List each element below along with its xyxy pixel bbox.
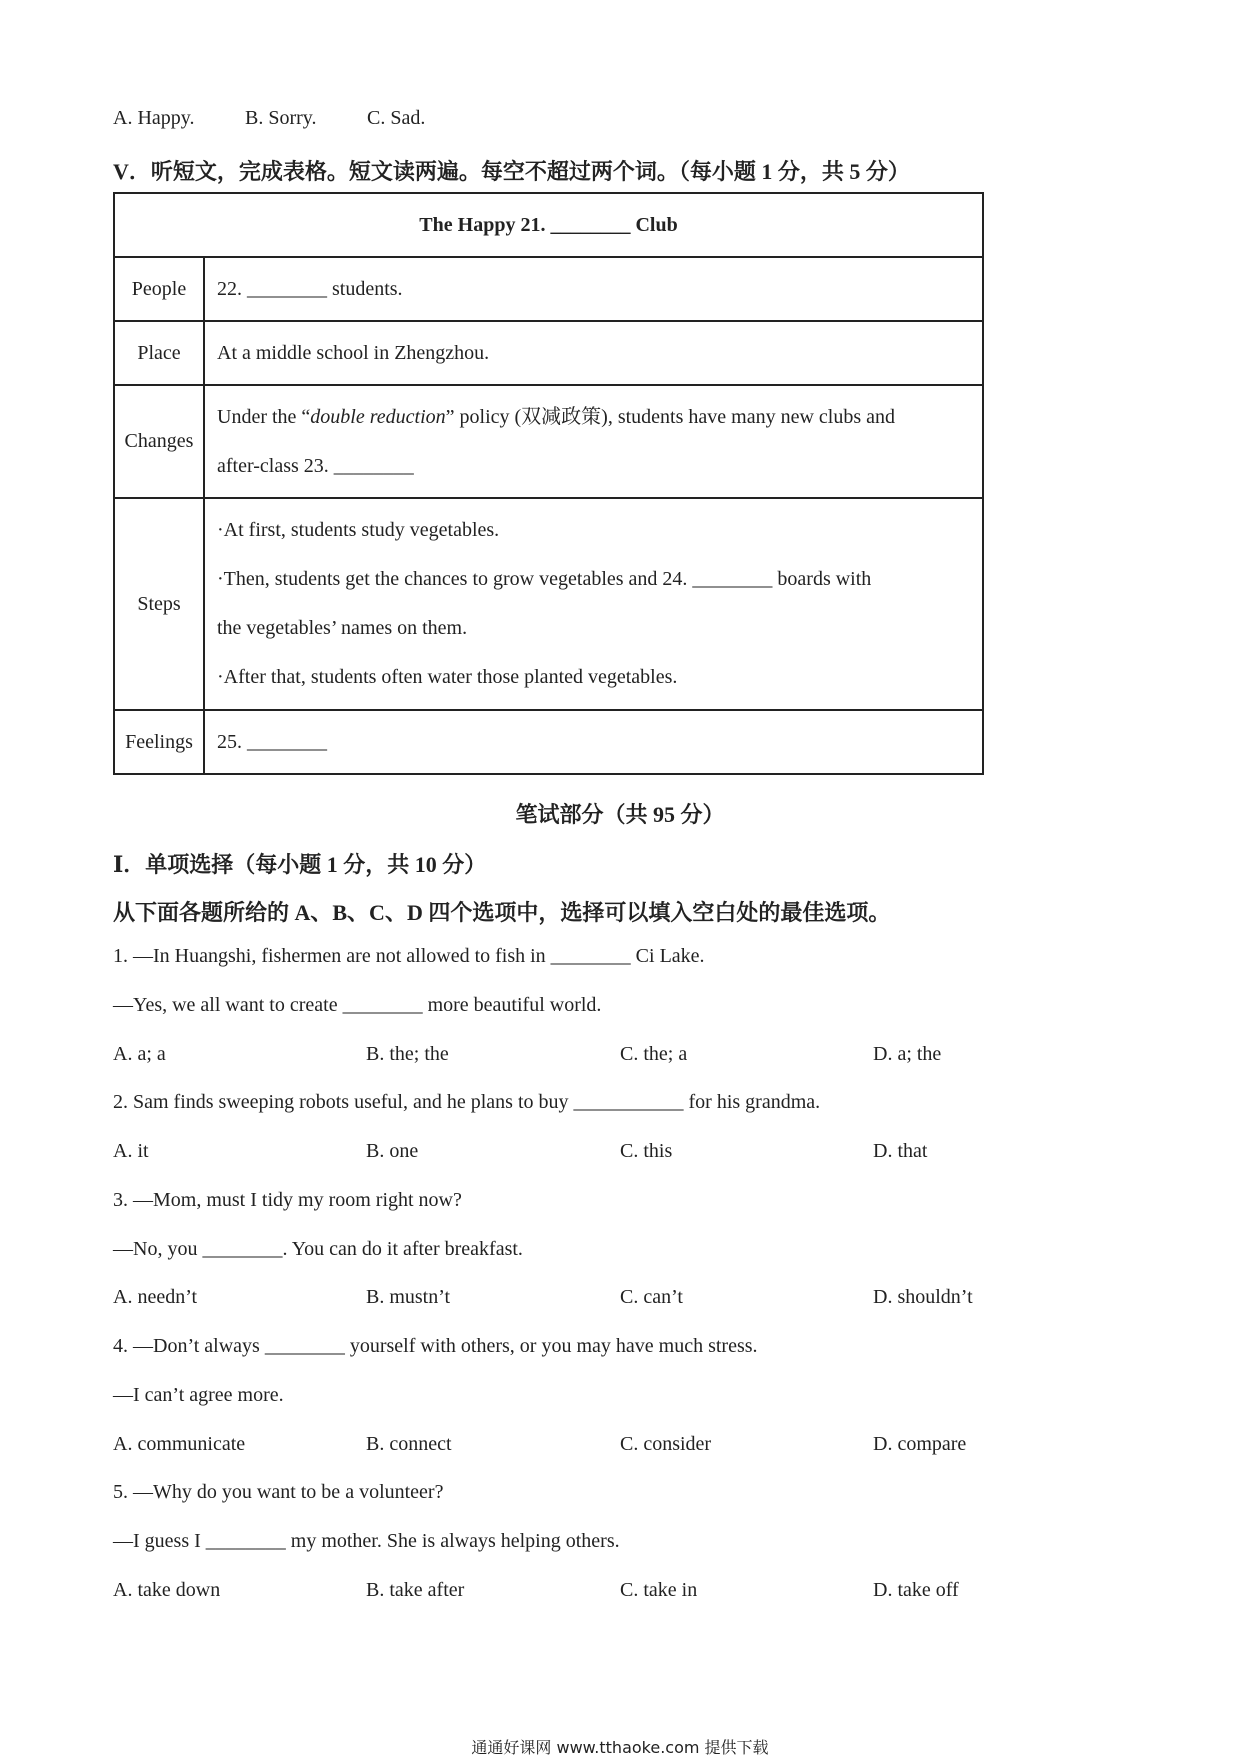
q5-option-b: B. take after bbox=[366, 1579, 465, 1601]
q4-option-d: D. compare bbox=[873, 1433, 967, 1455]
table-row bbox=[114, 257, 983, 321]
q4-option-c: C. consider bbox=[620, 1433, 712, 1455]
q3-option-a: A. needn’t bbox=[113, 1286, 198, 1308]
prev-option-c: C. Sad. bbox=[367, 107, 426, 129]
row-label-place: Place bbox=[114, 321, 204, 385]
table-row bbox=[114, 321, 983, 385]
question-3-line-2: —No, you ________. You can do it after breakfast. bbox=[113, 1238, 523, 1260]
prev-option-a: A. Happy. bbox=[113, 107, 195, 129]
section-1-heading: Ⅰ．单项选择（每小题 1 分，共 10 分） bbox=[113, 852, 487, 877]
table-row bbox=[114, 498, 983, 710]
question-5-line-2: —I guess I ________ my mother. She is always helping others. bbox=[113, 1530, 620, 1552]
q3-option-d: D. shouldn’t bbox=[873, 1286, 973, 1308]
section-5-heading: V．听短文，完成表格。短文读两遍。每空不超过两个词。（每小题 1 分，共 5 分） bbox=[113, 159, 910, 184]
question-5-line-1: 5. —Why do you want to be a volunteer? bbox=[113, 1481, 444, 1503]
policy-name: double reduction bbox=[310, 405, 446, 428]
steps-line: ·At first, students study vegetables. bbox=[217, 519, 500, 541]
q5-option-d: D. take off bbox=[873, 1579, 959, 1601]
q4-option-a: A. communicate bbox=[113, 1433, 246, 1455]
row-content-steps bbox=[204, 498, 983, 710]
q2-option-c: C. this bbox=[620, 1140, 673, 1162]
changes-line-2: after-class 23. ________ bbox=[217, 454, 414, 477]
steps-line: ·After that, students often water those planted vegetables. bbox=[217, 666, 678, 688]
q1-option-b: B. the; the bbox=[366, 1043, 449, 1065]
listening-table bbox=[113, 192, 984, 775]
question-4-line-1: 4. —Don’t always ________ yourself with others, or you may have much stress. bbox=[113, 1335, 758, 1357]
question-1-line-2: —Yes, we all want to create ________ more beautiful world. bbox=[113, 994, 602, 1016]
q2-option-d: D. that bbox=[873, 1140, 928, 1162]
steps-line: the vegetables’ names on them. bbox=[217, 617, 468, 639]
row-content-feelings: 25. ________ bbox=[204, 710, 983, 774]
table-row bbox=[114, 385, 983, 498]
changes-line-1: Under the “double reduction” policy (双减政策), students have many new clubs and bbox=[217, 405, 895, 428]
section-1-instruction: 从下面各题所给的 A、B、C、D 四个选项中，选择可以填入空白处的最佳选项。 bbox=[113, 900, 891, 925]
q5-option-a: A. take down bbox=[113, 1579, 221, 1601]
question-3-line-1: 3. —Mom, must I tidy my room right now? bbox=[113, 1189, 462, 1211]
q2-option-a: A. it bbox=[113, 1140, 149, 1162]
written-part-title: 笔试部分（共 95 分） bbox=[515, 802, 725, 827]
q1-option-a: A. a; a bbox=[113, 1043, 166, 1065]
steps-line: ·Then, students get the chances to grow vegetables and 24. ________ boards with bbox=[217, 568, 872, 590]
row-content-people: 22. ________ students. bbox=[204, 257, 983, 321]
row-content-place: At a middle school in Zhengzhou. bbox=[204, 321, 983, 385]
q4-option-b: B. connect bbox=[366, 1433, 452, 1455]
q3-option-b: B. mustn’t bbox=[366, 1286, 451, 1308]
row-label-changes: Changes bbox=[114, 385, 204, 498]
row-label-people: People bbox=[114, 257, 204, 321]
q5-option-c: C. take in bbox=[620, 1579, 698, 1601]
question-1-line-1: 1. —In Huangshi, fishermen are not allowed to fish in ________ Ci Lake. bbox=[113, 945, 705, 967]
q1-option-c: C. the; a bbox=[620, 1043, 688, 1065]
prev-option-b: B. Sorry. bbox=[245, 107, 317, 129]
footer-download-note: 通通好课网 www.tthaoke.com 提供下载 bbox=[471, 1738, 769, 1757]
table-title: The Happy 21. ________ Club bbox=[114, 193, 983, 257]
q2-option-b: B. one bbox=[366, 1140, 419, 1162]
q3-option-c: C. can’t bbox=[620, 1286, 683, 1308]
row-content-changes bbox=[204, 385, 983, 498]
question-4-line-2: —I can’t agree more. bbox=[113, 1384, 284, 1406]
row-label-steps: Steps bbox=[114, 498, 204, 710]
table-row bbox=[114, 710, 983, 774]
row-label-feelings: Feelings bbox=[114, 710, 204, 774]
question-2-line-1: 2. Sam finds sweeping robots useful, and he plans to buy ___________ for his grandma. bbox=[113, 1091, 821, 1113]
q1-option-d: D. a; the bbox=[873, 1043, 942, 1065]
